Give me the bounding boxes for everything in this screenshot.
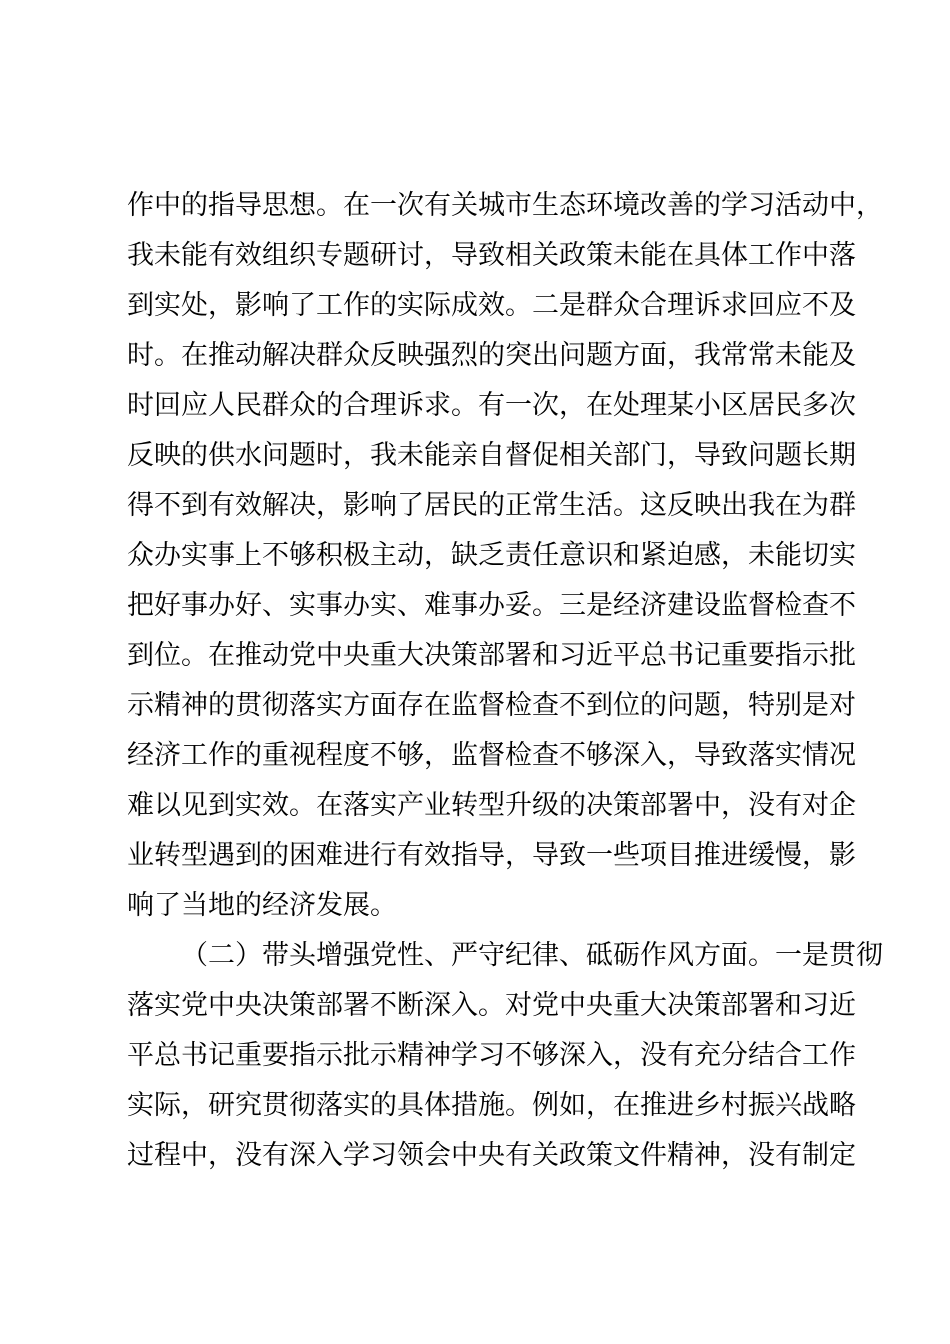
text-line: 业转型遇到的困难进行有效指导，导致一些项目推进缓慢，影 (127, 840, 856, 871)
text-line: 把好事办好、实事办实、难事办妥。三是经济建设监督检查不 (127, 590, 856, 621)
text-line: 众办实事上不够积极主动，缺乏责任意识和紧迫感，未能切实 (127, 540, 856, 571)
text-line: 得不到有效解决，影响了居民的正常生活。这反映出我在为群 (127, 490, 856, 521)
text-line: 反映的供水问题时，我未能亲自督促相关部门，导致问题长期 (127, 440, 856, 471)
text-line: 时回应人民群众的合理诉求。有一次，在处理某小区居民多次 (127, 390, 856, 421)
text-line: 到实处，影响了工作的实际成效。二是群众合理诉求回应不及 (127, 290, 856, 321)
section-heading-line: （二）带头增强党性、严守纪律、砥砺作风方面。一是贯彻 (181, 940, 883, 971)
body-text (127, 181, 883, 1181)
paragraph-end-line: 响了当地的经济发展。 (127, 890, 397, 921)
text-line: 平总书记重要指示批示精神学习不够深入，没有充分结合工作 (127, 1040, 856, 1071)
text-line: 我未能有效组织专题研讨，导致相关政策未能在具体工作中落 (127, 240, 856, 271)
text-line: 时。在推动解决群众反映强烈的突出问题方面，我常常未能及 (127, 340, 856, 371)
text-line: 落实党中央决策部署不断深入。对党中央重大决策部署和习近 (127, 990, 856, 1021)
text-line: 难以见到实效。在落实产业转型升级的决策部署中，没有对企 (127, 790, 856, 821)
text-line: 过程中，没有深入学习领会中央有关政策文件精神，没有制定 (127, 1140, 856, 1171)
text-line: 实际，研究贯彻落实的具体措施。例如，在推进乡村振兴战略 (127, 1090, 856, 1121)
text-line: 经济工作的重视程度不够，监督检查不够深入，导致落实情况 (127, 740, 856, 771)
text-line: 到位。在推动党中央重大决策部署和习近平总书记重要指示批 (127, 640, 856, 671)
text-line: 示精神的贯彻落实方面存在监督检查不到位的问题，特别是对 (127, 690, 856, 721)
text-line: 作中的指导思想。在一次有关城市生态环境改善的学习活动中， (127, 190, 883, 221)
